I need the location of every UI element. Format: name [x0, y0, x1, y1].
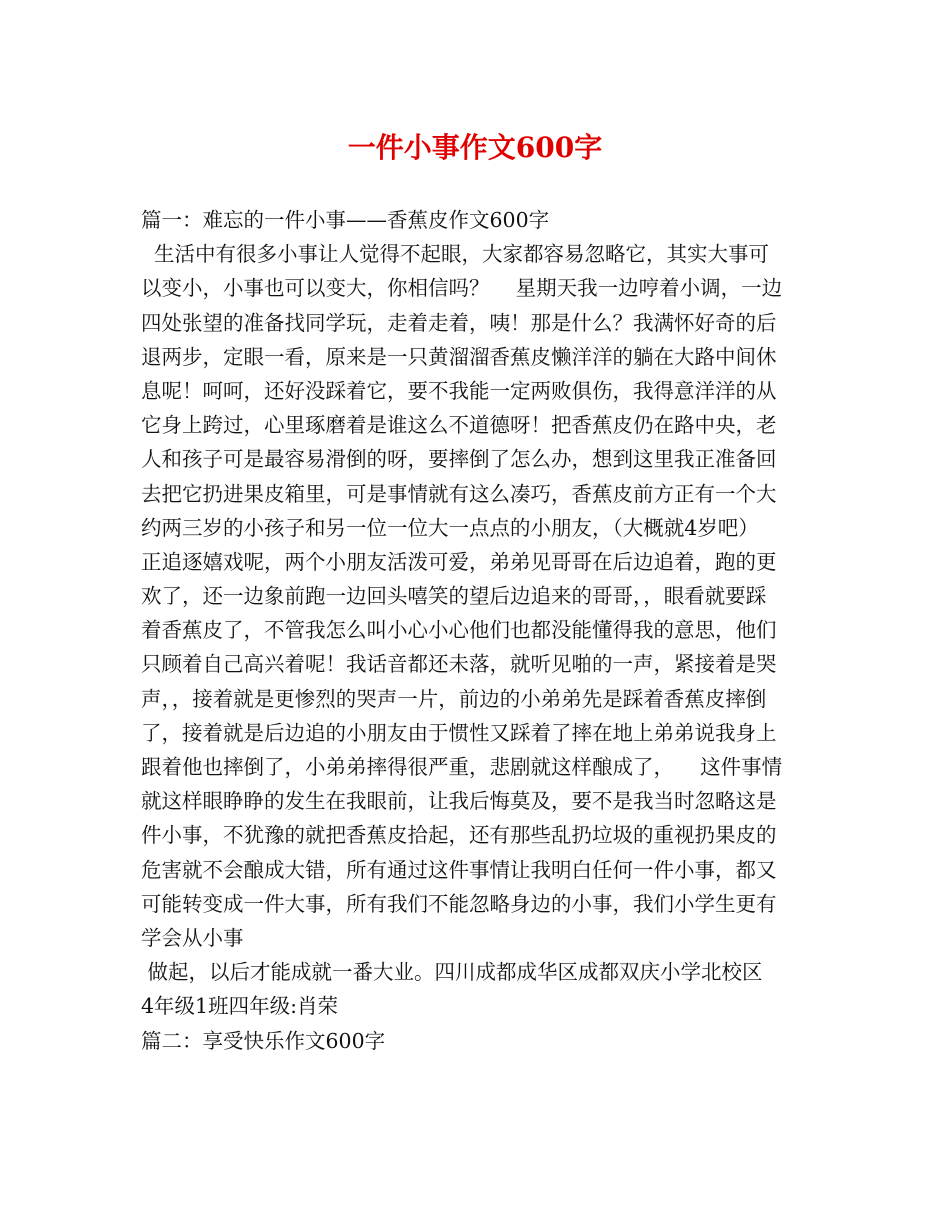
body-line: 正追逐嬉戏呢，两个小朋友活泼可爱，弟弟见哥哥在后边追着，跑的更 [141, 549, 777, 574]
body-line: 它身上跨过，心里琢磨着是谁这么不道德呀！把香蕉皮仍在路中央，老 [141, 413, 777, 438]
body-line: 了，接着就是后边追的小朋友由于惯性又踩着了摔在地上弟弟说我身上 [141, 720, 777, 745]
body-line: 人和孩子可是最容易滑倒的呀，要摔倒了怎么办，想到这里我正准备回 [141, 447, 777, 472]
body-line: 危害就不会酿成大错，所有通过这件事情让我明白任何一件小事，都又 [141, 857, 777, 882]
body-line: 去把它扔进果皮箱里，可是事情就有这么凑巧，香蕉皮前方正有一个大 [141, 481, 777, 506]
body-line: 着香蕉皮了，不管我怎么叫小心小心他们也都没能懂得我的意思，他们 [141, 618, 777, 643]
body-line: 生活中有很多小事让人觉得不起眼，大家都容易忽略它，其实大事可 [141, 242, 770, 267]
body-line: 就这样眼睁睁的发生在我眼前，让我后悔莫及，要不是我当时忽略这是 [141, 789, 777, 814]
body-line: 息呢！呵呵，还好没踩着它，要不我能一定两败俱伤，我得意洋洋的从 [141, 378, 777, 403]
body-line: 件小事，不犹豫的就把香蕉皮拾起，还有那些乱扔垃圾的重视扔果皮的 [141, 823, 777, 848]
body-line: 跟着他也摔倒了，小弟弟摔得很严重，悲剧就这样酿成了， 这件事情 [141, 755, 783, 779]
document-title: 一件小事作文600字 [347, 131, 603, 164]
body-line: 欢了，还一边象前跑一边回头嘻笑的望后边追来的哥哥，，眼看就要踩 [141, 584, 767, 609]
body-line: 只顾着自己高兴着呢！我话音都还未落，就听见啪的一声，紧接着是哭 [141, 652, 777, 677]
document-body [141, 203, 811, 1058]
body-line: 退两步，定眼一看，原来是一只黄溜溜香蕉皮懒洋洋的躺在大路中间休 [141, 344, 777, 369]
body-line: 做起，以后才能成就一番大业。四川成都成华区成都双庆小学北校区 [141, 960, 763, 985]
section-heading-2: 篇二：享受快乐作文600字 [141, 1028, 386, 1053]
body-line: 四处张望的准备找同学玩，走着走着，咦！那是什么？我满怀好奇的后 [141, 310, 777, 335]
body-line: 约两三岁的小孩子和另一位一位大一点点的小朋友，（大概就4岁吧） [141, 515, 759, 540]
section-heading-1: 篇一：难忘的一件小事——香蕉皮作文600字 [141, 208, 550, 232]
body-line: 可能转变成一件大事，所有我们不能忽略身边的小事，我们小学生更有 [141, 891, 777, 916]
body-line: 学会从小事 [141, 925, 244, 950]
body-line: 声，，接着就是更惨烈的哭声一片，前边的小弟弟先是踩着香蕉皮摔倒 [141, 686, 767, 711]
author-line: 4年级1班四年级:肖荣 [141, 994, 338, 1019]
body-line: 以变小，小事也可以变大，你相信吗？ 星期天我一边哼着小调，一边 [141, 276, 783, 301]
